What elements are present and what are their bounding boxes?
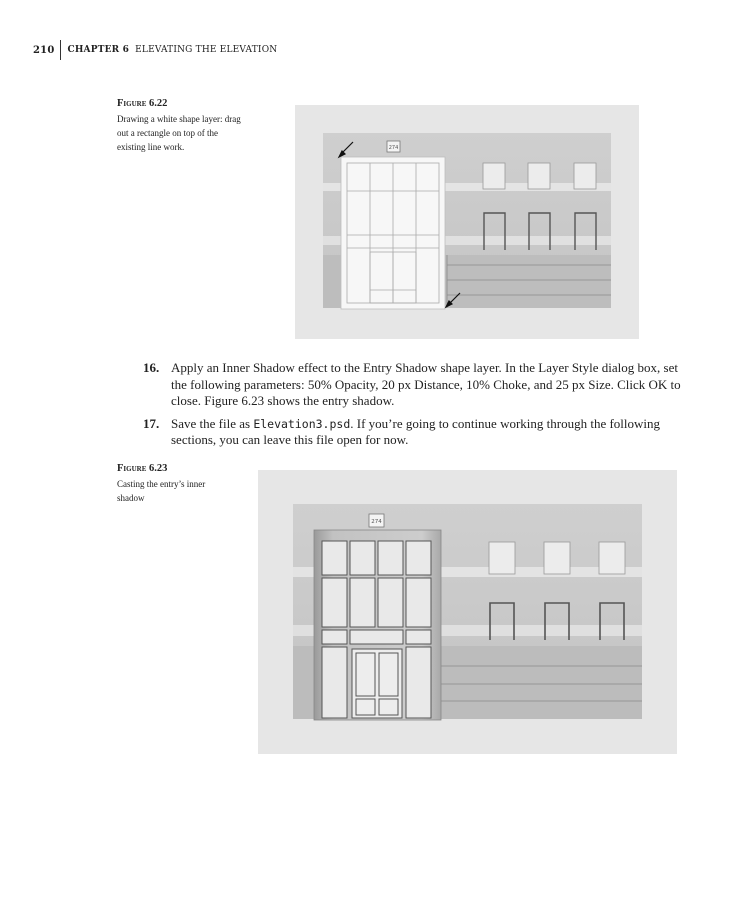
file-name: Elevation3.psd [253,416,351,431]
step-text-after: . If you’re going to continue working through the following sections, you can leave this file open for now. [171,415,661,447]
step-text: Apply an Inner Shadow effect to the Entry Shadow shape layer. In the Layer Style dialog box, set the following parameters: 50% Opacity, 20 px Distance, 10% Choke, and 25 px Size. Click OK to close. Figure 6.23 shows the entry shadow. [171,360,681,408]
upper-windows [483,163,596,189]
step-number: 17. [143,415,160,431]
building-elevation-image [258,470,677,754]
instruction-steps [143,360,688,455]
figure-6-22-caption [117,97,247,154]
figure-caption-text: Drawing a white shape layer: drag out a rectangle on top of the existing line work. [117,114,241,152]
figure-6-22 [295,105,639,339]
step-17 [143,416,688,449]
entry-doors [352,649,402,718]
chapter-label: CHAPTER 6 [67,45,130,55]
step-16 [143,360,688,410]
building-elevation-image [295,105,639,339]
step-text [171,416,688,449]
step-number: 16. [143,360,160,375]
plaque-number: 274 [388,145,399,151]
plaque-number: 274 [371,519,382,525]
chapter-title: ELEVATING THE ELEVATION [135,45,278,55]
header-divider [60,40,61,60]
upper-windows [489,542,625,574]
figure-6-23-caption [117,462,227,505]
figure-caption-text: Casting the entry’s inner shadow [117,479,206,503]
figure-label: Figure 6.23 [117,463,168,474]
step-text-before: Save the file as [171,415,254,431]
figure-6-23 [258,470,677,754]
page-number: 210 [33,44,55,56]
figure-label: Figure 6.22 [117,98,168,109]
running-header [33,40,277,60]
